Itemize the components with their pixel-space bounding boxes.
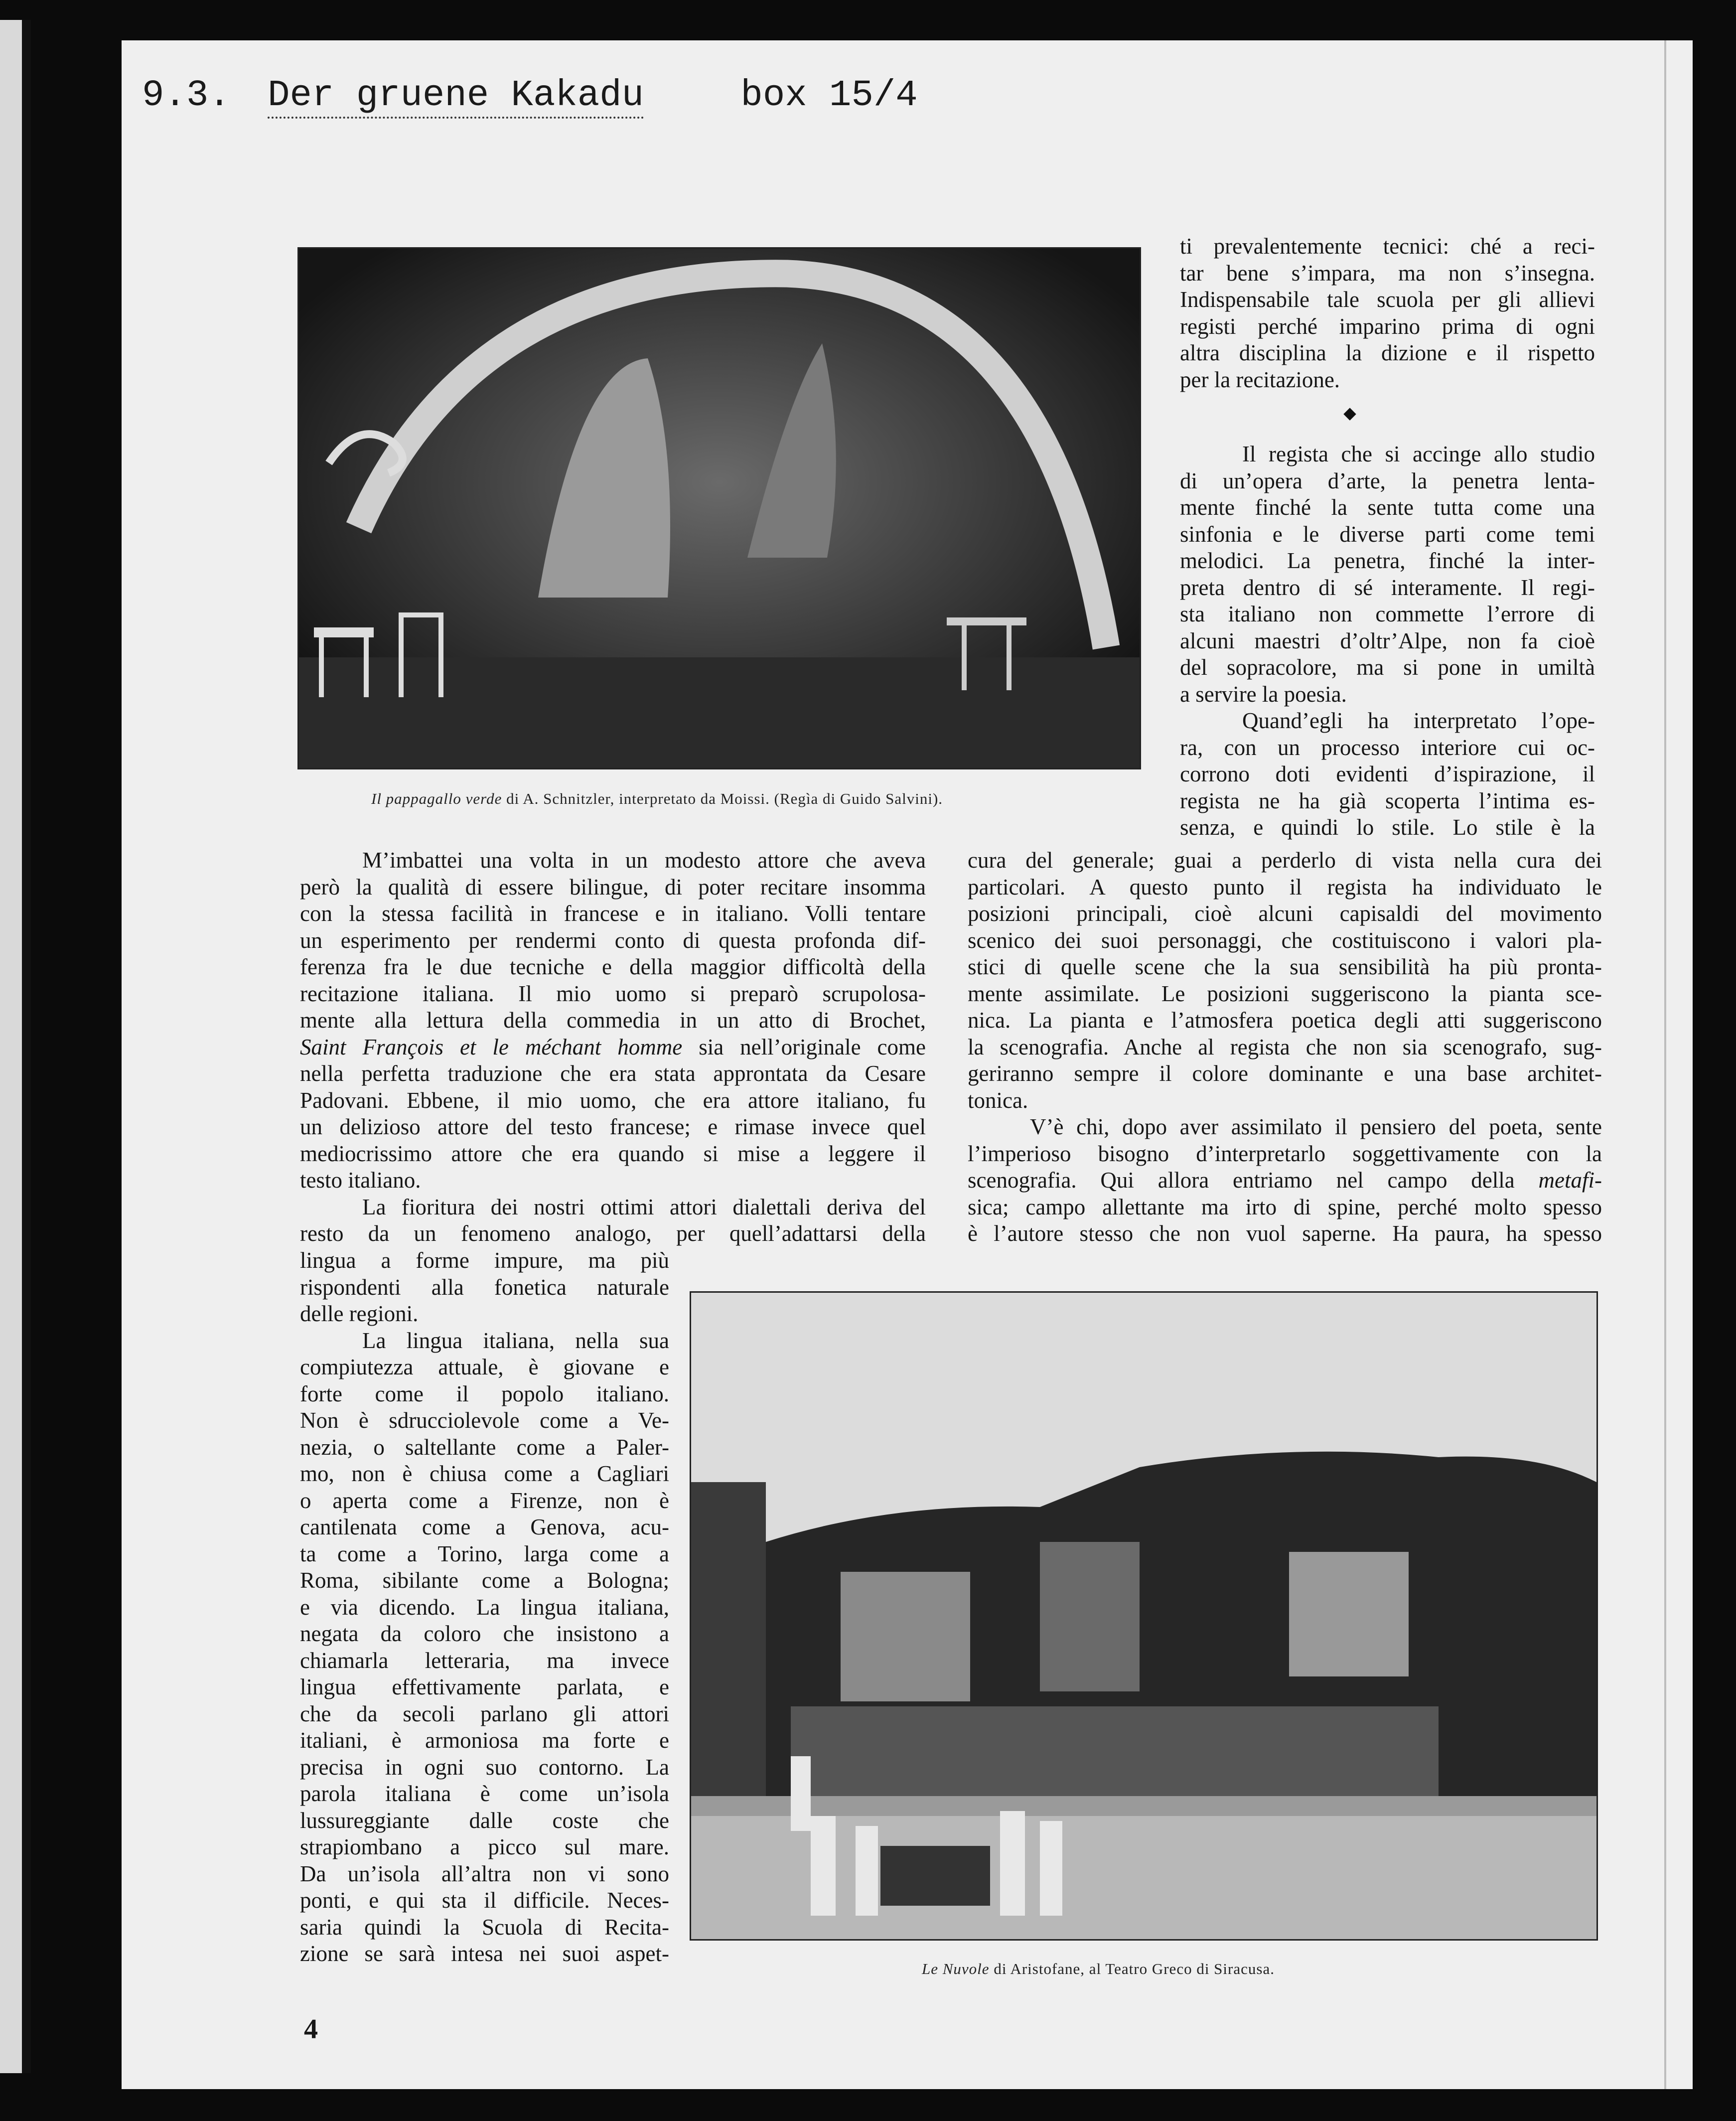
photo-stage-set-pappagallo — [297, 247, 1141, 769]
text-line: geriranno sempre il colore dominante e una base architet- — [968, 1061, 1602, 1086]
text-line: di un’opera d’arte, la penetra lenta- — [1180, 468, 1595, 493]
text-line: La fioritura dei nostri ottimi attori dialettali deriva del — [362, 1194, 926, 1219]
text-line: Il regista che si accinge allo studio — [1242, 442, 1595, 466]
text-line: M’imbattei una volta in un modesto attore che aveva — [362, 848, 926, 873]
text-line: per la recitazione. — [1180, 367, 1340, 392]
text-line: mo, non è chiusa come a Cagliari — [300, 1461, 669, 1486]
caption1-text: di A. Schnitzler, interpretato da Moissi. (Regìa di Guido Salvini). — [502, 790, 943, 807]
text-line: compiutezza attuale, è giovane e — [300, 1355, 669, 1379]
text-line: ti prevalentemente tecnici: ché a reci- — [1180, 234, 1595, 259]
archive-label — [142, 75, 918, 117]
paragraph — [968, 847, 1602, 1114]
text-line: Roma, sibilante come a Bologna; — [300, 1568, 669, 1593]
photo2-caption — [922, 1960, 1275, 1978]
text-line: alcuni maestri d’oltr’Alpe, non fa cioè — [1180, 628, 1595, 653]
text-line: lussureggiante dalle coste che — [300, 1808, 669, 1833]
box-number: box 15/4 — [740, 75, 918, 117]
theatre-photo-illustration — [691, 1293, 1596, 1939]
paragraph — [968, 1114, 1602, 1247]
play-title: Der gruene Kakadu — [268, 75, 644, 119]
text-line: rispondenti alla fonetica naturale — [300, 1274, 669, 1300]
left-column-body — [300, 847, 926, 1247]
paragraph — [300, 1328, 669, 1968]
text-line: però la qualità di essere bilingue, di poter recitare insomma — [300, 874, 926, 900]
text-line: l’imperioso bisogno d’interpretarlo soggettivamente con la — [968, 1141, 1602, 1166]
text-line: sica; campo allettante ma irto di spine, perché molto spesso — [968, 1194, 1602, 1219]
text-line: Saint François et le méchant homme sia nell’originale come — [300, 1034, 926, 1060]
paragraph — [1180, 233, 1595, 393]
text-line: ferenza fra le due tecniche e della maggior difficoltà della — [300, 954, 926, 979]
text-line: e via dicendo. La lingua italiana, — [300, 1594, 669, 1620]
text-line: saria quindi la Scuola di Recita- — [300, 1914, 669, 1940]
text-line: lingua effettivamente parlata, e — [300, 1674, 669, 1699]
text-line: nezia, o saltellante come a Paler- — [300, 1434, 669, 1460]
text-line: del sopracolore, ma si pone in umiltà — [1180, 655, 1595, 680]
text-line: zione se sarà intesa nei suoi aspet- — [300, 1941, 669, 1966]
text-line: testo italiano. — [300, 1168, 421, 1193]
text-line: La lingua italiana, nella sua — [362, 1328, 669, 1353]
text-line: V’è chi, dopo aver assimilato il pensiero del poeta, sente — [1030, 1114, 1602, 1139]
text-line: chiamarla letteraria, ma invece — [300, 1648, 669, 1673]
section-number: 9.3. — [142, 75, 231, 117]
text-line: recitazione italiana. Il mio uomo si preparò scrupolosa- — [300, 981, 926, 1006]
text-line: precisa in ogni suo contorno. La — [300, 1754, 669, 1780]
right-column-middle — [1180, 441, 1595, 841]
text-line: stici di quelle scene che la sua sensibilità ha più pronta- — [968, 954, 1602, 979]
text-line: delle regioni. — [300, 1301, 419, 1326]
caption2-title: Le Nuvole — [922, 1960, 990, 1977]
text-line: ra, con un processo interiore cui oc- — [1180, 735, 1595, 760]
text-line: è l’autore stesso che non vuol saperne. Ha paura, ha spesso — [968, 1221, 1602, 1246]
photo1-caption — [371, 790, 943, 808]
text-line: mente alla lettura della commedia in un atto di Brochet, — [300, 1008, 926, 1033]
text-line: melodici. La penetra, finché la inter- — [1180, 548, 1595, 573]
adjacent-page-edge — [0, 20, 31, 2073]
text-line: regista ne ha già scoperta l’intima es- — [1180, 788, 1595, 813]
text-line: altra disciplina la dizione e il rispetto — [1180, 340, 1595, 365]
text-line: Padovani. Ebbene, il mio uomo, che era attore italiano, fu — [300, 1087, 926, 1113]
text-line: o aperta come a Firenze, non è — [300, 1488, 669, 1513]
right-column-top — [1180, 233, 1595, 393]
text-line: cura del generale; guai a perderlo di vista nella cura dei — [968, 848, 1602, 873]
paragraph — [1180, 441, 1595, 708]
caption1-title: Il pappagallo verde — [371, 790, 502, 807]
text-line: corrono doti evidenti d’ispirazione, il — [1180, 761, 1595, 786]
text-line: lingua a forme impure, ma più — [300, 1248, 669, 1273]
text-line: mediocrissimo attore che era quando si mise a leggere il — [300, 1141, 926, 1166]
text-line: cantilenata come a Genova, acu- — [300, 1515, 669, 1539]
text-line: con la stessa facilità in francese e in italiano. Volli tentare — [300, 901, 926, 926]
text-line: forte come il popolo italiano. — [300, 1381, 669, 1406]
text-line: senza, e quindi lo stile. Lo stile è la — [1180, 815, 1595, 840]
text-line: preta dentro di sé interamente. Il regi- — [1180, 575, 1595, 600]
text-line: registi perché imparino prima di ogni — [1180, 313, 1595, 339]
text-line: resto da un fenomeno analogo, per quell’adattarsi della — [300, 1221, 926, 1246]
text-line: un esperimento per rendermi conto di questa profonda dif- — [300, 927, 926, 953]
text-line: strapiombano a picco sul mare. — [300, 1834, 669, 1859]
text-line: negata da coloro che insistono a — [300, 1621, 669, 1646]
paragraph — [300, 1247, 669, 1328]
text-line: mente assimilate. Le posizioni suggeriscono la pianta sce- — [968, 981, 1602, 1006]
text-line: Indispensabile tale scuola per gli allievi — [1180, 287, 1595, 312]
paragraph — [300, 1194, 926, 1247]
text-line: nella perfetta traduzione che era stata approntata da Cesare — [300, 1061, 926, 1086]
text-line: scenico dei suoi personaggi, che costituiscono i valori pla- — [968, 927, 1602, 953]
text-line: tonica. — [968, 1087, 1028, 1113]
paragraph — [1180, 708, 1595, 841]
text-line: sinfonia e le diverse parti come temi — [1180, 521, 1595, 547]
text-line: particolari. A questo punto il regista ha individuato le — [968, 874, 1602, 900]
text-line: la scenografia. Anche al regista che non sia scenografo, sug- — [968, 1034, 1602, 1060]
text-line: italiani, è armoniosa ma forte e — [300, 1728, 669, 1753]
right-column-body — [968, 847, 1602, 1247]
text-line: Da un’isola all’altra non vi sono — [300, 1861, 669, 1886]
text-line: parola italiana è come un’isola — [300, 1781, 669, 1806]
text-line: tar bene s’impara, ma non s’insegna. — [1180, 260, 1595, 286]
page-fold-line — [1664, 40, 1666, 2089]
text-line: sta italiano non commette l’errore di — [1180, 602, 1595, 626]
text-line: ponti, e qui sta il difficile. Neces- — [300, 1888, 669, 1913]
paragraph — [300, 847, 926, 1194]
stage-photo-illustration — [299, 249, 1140, 768]
text-line: a servire la poesia. — [1180, 681, 1347, 707]
page-number: 4 — [304, 2014, 318, 2045]
photo-teatro-greco-siracusa — [690, 1291, 1598, 1941]
text-line: nica. La pianta e l’atmosfera poetica degli atti suggeriscono — [968, 1008, 1602, 1033]
text-line: scenografia. Qui allora entriamo nel campo della metafi- — [968, 1168, 1602, 1193]
text-line: un delizioso attore del testo francese; e rimase invece quel — [300, 1114, 926, 1139]
text-line: Non è sdrucciolevole come a Ve- — [300, 1408, 669, 1433]
left-narrow-column — [300, 1247, 669, 1968]
text-line: che da secoli parlano gli attori — [300, 1701, 669, 1726]
caption2-text: di Aristofane, al Teatro Greco di Siracusa. — [989, 1960, 1275, 1977]
text-line: Quand’egli ha interpretato l’ope- — [1242, 708, 1595, 733]
text-line: ta come a Torino, larga come a — [300, 1541, 669, 1566]
text-line: mente finché la sente tutta come una — [1180, 495, 1595, 520]
text-line: posizioni principali, cioè alcuni capisaldi del movimento — [968, 901, 1602, 926]
